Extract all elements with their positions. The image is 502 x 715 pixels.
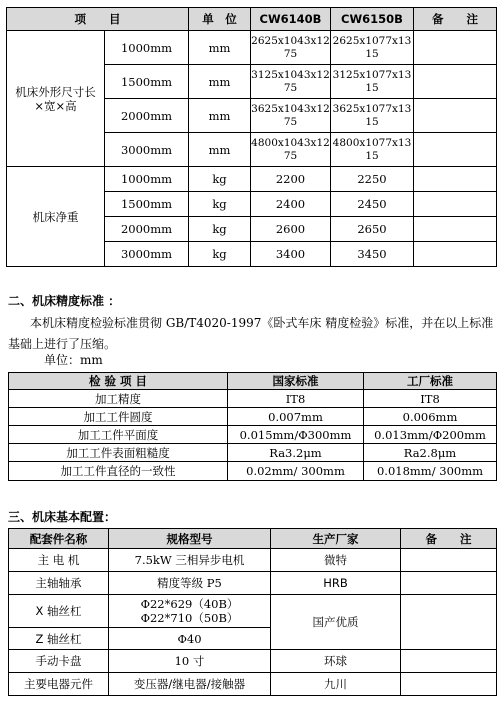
factory-value: 0.006mm <box>364 408 497 426</box>
unit-label: 单位：mm <box>44 353 103 367</box>
cw6150b-weight: 3450 <box>331 242 414 267</box>
header-note: 备 注 <box>401 529 497 549</box>
note-cell <box>414 31 497 65</box>
bed-length: 2000mm <box>105 217 189 242</box>
table-header-row <box>9 373 497 390</box>
cw6140b-weight: 3400 <box>251 242 331 267</box>
header-part-name: 配套件名称 <box>9 529 109 549</box>
note-cell <box>414 65 497 99</box>
check-item: 加工工件直径的一致性 <box>9 462 228 481</box>
unit-cell: kg <box>189 192 251 217</box>
section-title-precision: 二、机床精度标准 ： <box>8 294 121 308</box>
table-row <box>7 31 497 65</box>
national-value: 0.015mm/Φ300mm <box>228 426 364 444</box>
manufacturer: 微特 <box>271 549 401 572</box>
table-header-row <box>7 8 497 31</box>
spec-line: Φ22*710（50B） <box>140 611 239 625</box>
header-factory-standard: 工厂标准 <box>364 373 497 390</box>
table-row <box>9 650 497 673</box>
check-item: 加工工件表面粗糙度 <box>9 444 228 462</box>
note-cell <box>414 242 497 267</box>
header-note: 备 注 <box>414 8 497 31</box>
check-item: 加工精度 <box>9 390 228 408</box>
table-row <box>9 595 497 628</box>
bed-length: 1500mm <box>105 192 189 217</box>
note-cell <box>401 650 497 673</box>
header-model-2: CW6150B <box>331 8 414 31</box>
part-name: 主要电器元件 <box>9 673 109 696</box>
cw6140b-dimension: 2625x1043x1275 <box>251 31 331 65</box>
cw6140b-weight: 2600 <box>251 217 331 242</box>
dimension-group-label: 机床外形尺寸长×宽×高 <box>7 31 105 167</box>
cw6150b-dimension: 2625x1077x1315 <box>331 31 414 65</box>
bed-length: 3000mm <box>105 133 189 167</box>
bed-length: 1000mm <box>105 167 189 192</box>
spec-line: Φ22*629（40B） <box>140 597 239 611</box>
national-value: 0.007mm <box>228 408 364 426</box>
part-name: 主 电 机 <box>9 549 109 572</box>
header-check-item: 检 验 项 目 <box>9 373 228 390</box>
spec-value: 变压器/继电器/接触器 <box>109 673 271 696</box>
part-name: Z 轴丝杠 <box>9 628 109 650</box>
cw6150b-weight: 2250 <box>331 167 414 192</box>
unit-cell: mm <box>189 99 251 133</box>
manufacturer: HRB <box>271 572 401 595</box>
basic-configuration-table <box>8 528 497 696</box>
note-cell <box>414 99 497 133</box>
cw6140b-weight: 2200 <box>251 167 331 192</box>
cw6140b-dimension: 3625x1043x1275 <box>251 99 331 133</box>
factory-value: IT8 <box>364 390 497 408</box>
cw6150b-dimension: 4800x1077x1315 <box>331 133 414 167</box>
table-row <box>9 444 497 462</box>
note-cell <box>414 217 497 242</box>
bed-length: 3000mm <box>105 242 189 267</box>
table-row <box>9 408 497 426</box>
note-cell <box>401 673 497 696</box>
header-model-1: CW6140B <box>251 8 331 31</box>
unit-cell: kg <box>189 217 251 242</box>
factory-value: 0.018mm/ 300mm <box>364 462 497 481</box>
spec-value: Φ40 <box>109 628 271 650</box>
note-cell <box>414 192 497 217</box>
manufacturer: 国产优质 <box>271 595 401 650</box>
weight-group-label: 机床净重 <box>7 167 105 267</box>
part-name: X 轴丝杠 <box>9 595 109 628</box>
cw6140b-dimension: 3125x1043x1275 <box>251 65 331 99</box>
part-name: 主轴轴承 <box>9 572 109 595</box>
unit-cell: kg <box>189 242 251 267</box>
national-value: 0.02mm/ 300mm <box>228 462 364 481</box>
bed-length: 2000mm <box>105 99 189 133</box>
unit-cell: mm <box>189 31 251 65</box>
header-manufacturer: 生产厂家 <box>271 529 401 549</box>
check-item: 加工工件平面度 <box>9 426 228 444</box>
table-row <box>9 390 497 408</box>
spec-value: 精度等级 P5 <box>109 572 271 595</box>
table-header-row <box>9 529 497 549</box>
table-row <box>7 167 497 192</box>
manufacturer: 环球 <box>271 650 401 673</box>
header-national-standard: 国家标准 <box>228 373 364 390</box>
table-row <box>9 462 497 481</box>
national-value: IT8 <box>228 390 364 408</box>
spec-value: 7.5kW 三相异步电机 <box>109 549 271 572</box>
factory-value: 0.013mm/Φ200mm <box>364 426 497 444</box>
note-cell <box>401 572 497 595</box>
manufacturer: 九川 <box>271 673 401 696</box>
spec-value: 10 寸 <box>109 650 271 673</box>
precision-paragraph: 本机床精度检验标准贯彻 GB/T4020-1997《卧式车床 精度检验》标准，并在以上标准基础上进行了压缩。 <box>8 316 494 351</box>
cw6150b-dimension: 3125x1077x1315 <box>331 65 414 99</box>
unit-cell: kg <box>189 167 251 192</box>
unit-cell: mm <box>189 133 251 167</box>
table-row <box>9 549 497 572</box>
part-name: 手动卡盘 <box>9 650 109 673</box>
factory-value: Ra2.8μm <box>364 444 497 462</box>
note-cell <box>401 549 497 572</box>
note-cell <box>414 133 497 167</box>
cw6140b-weight: 2400 <box>251 192 331 217</box>
table-row <box>9 426 497 444</box>
cw6150b-weight: 2450 <box>331 192 414 217</box>
header-spec: 规格型号 <box>109 529 271 549</box>
bed-length: 1000mm <box>105 31 189 65</box>
national-value: Ra3.2μm <box>228 444 364 462</box>
table-row <box>9 673 497 696</box>
section-title-configuration: 三、机床基本配置： <box>8 510 117 524</box>
note-cell <box>401 595 497 650</box>
unit-cell: mm <box>189 65 251 99</box>
check-item: 加工工件圆度 <box>9 408 228 426</box>
header-unit: 单 位 <box>189 8 251 31</box>
cw6140b-dimension: 4800x1043x1275 <box>251 133 331 167</box>
spec-value <box>109 595 271 628</box>
note-cell <box>414 167 497 192</box>
cw6150b-dimension: 3625x1077x1315 <box>331 99 414 133</box>
machine-dimensions-table <box>6 7 497 267</box>
bed-length: 1500mm <box>105 65 189 99</box>
precision-standard-table <box>8 372 497 481</box>
header-item: 项 目 <box>7 8 189 31</box>
table-row <box>9 572 497 595</box>
cw6150b-weight: 2650 <box>331 217 414 242</box>
